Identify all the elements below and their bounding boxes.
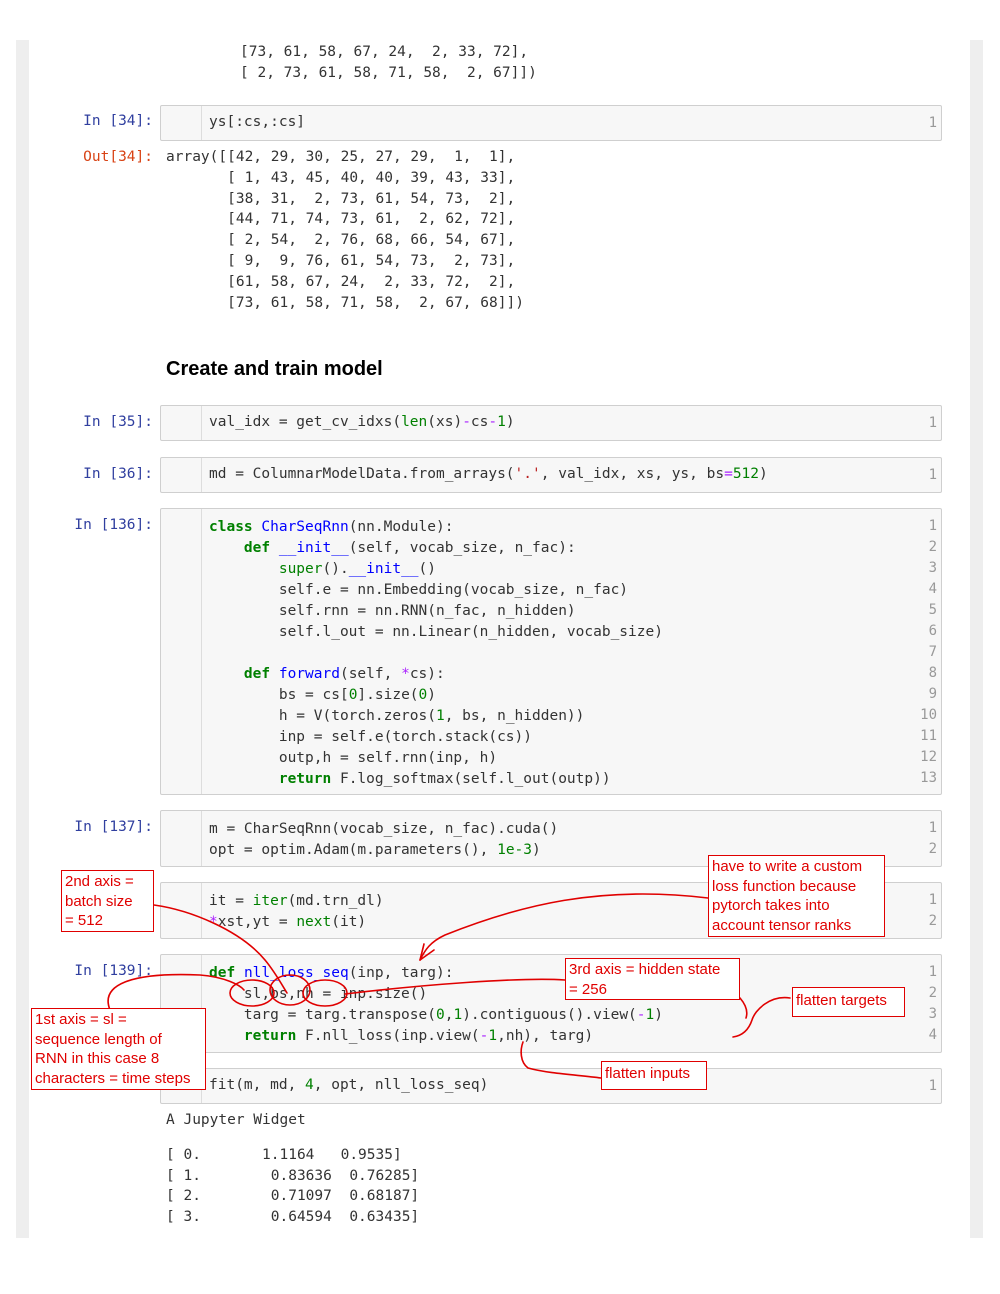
code-cell-34[interactable]: [160, 105, 942, 141]
line-number: 3: [928, 1006, 937, 1022]
cell-prompt: In [139]:: [74, 963, 153, 979]
line-number: 1: [928, 518, 937, 534]
output-line: [ 1. 0.83636 0.76285]: [166, 1167, 420, 1184]
annotation-line: = 256: [569, 980, 607, 998]
output-line: [ 9, 9, 76, 61, 54, 73, 2, 73],: [166, 252, 516, 269]
left-page-margin: [16, 40, 29, 1238]
annotation-second-axis: [61, 870, 154, 932]
line-number: 1: [928, 115, 937, 131]
code-line[interactable]: md = ColumnarModelData.from_arrays('.', val_idx, xs, ys, bs=512): [209, 466, 768, 482]
annotation-line: 2nd axis =: [65, 873, 134, 890]
line-gutter: [161, 458, 202, 492]
line-number: 2: [928, 985, 937, 1001]
annotation-line: RNN in this case 8: [35, 1050, 160, 1067]
line-number: 3: [928, 560, 937, 576]
code-cell-140[interactable]: [160, 1068, 942, 1104]
previous-output: [240, 42, 537, 84]
line-number: 2: [928, 539, 937, 555]
line-number: 8: [928, 665, 937, 681]
widget-label: A Jupyter Widget: [166, 1112, 306, 1128]
training-output: [166, 1145, 419, 1227]
annotation-custom-loss: [708, 855, 885, 937]
line-gutter: [161, 883, 202, 938]
line-gutter: [161, 811, 202, 866]
line-number: 1: [928, 820, 937, 836]
code-block[interactable]: it = iter(md.trn_dl) *xst,yt = next(it): [209, 893, 384, 930]
line-number: 13: [920, 770, 937, 786]
output-line: [ 0. 1.1164 0.9535]: [166, 1147, 402, 1163]
output-line: [38, 31, 2, 73, 61, 54, 73, 2],: [166, 190, 516, 207]
line-number: 6: [928, 623, 937, 639]
annotation-line: characters = time steps: [35, 1069, 191, 1087]
annotation-line: = 512: [65, 912, 103, 929]
line-number: 7: [928, 644, 937, 660]
code-line[interactable]: ys[:cs,:cs]: [209, 114, 306, 130]
code-block[interactable]: class CharSeqRnn(nn.Module): def __init__(self, vocab_size, n_fac): super().__init__() self.e = nn.Embedding(vocab_size, n_fac) self.rnn = nn.RNN(n_fac, n_hidden) self.l_out = nn.Linear(n_hidden, vocab_size) def forward(self, *cs): bs = cs[0].size(0) h = V(torch.zeros(1, bs, n_hidden)) inp = self.e(torch.stack(cs)) outp,h = self.rnn(inp, h) return F.log_softmax(self.l_out(outp)): [209, 519, 663, 787]
annotation-flatten-targets: flatten targets: [792, 987, 905, 1017]
line-number: 1: [928, 892, 937, 908]
section-heading: Create and train model: [166, 358, 383, 380]
output-line: [73, 61, 58, 71, 58, 2, 67, 68]]): [166, 294, 524, 311]
line-number: 10: [920, 707, 937, 723]
line-gutter: [161, 509, 202, 794]
line-number: 12: [920, 749, 937, 765]
line-number: 9: [928, 686, 937, 702]
cell-prompt: In [137]:: [74, 819, 153, 835]
line-number: 11: [920, 728, 937, 744]
annotation-line: 3rd axis = hidden state: [569, 961, 721, 978]
code-line[interactable]: fit(m, md, 4, opt, nll_loss_seq): [209, 1077, 489, 1093]
annotation-flatten-inputs: flatten inputs: [601, 1061, 707, 1090]
line-number: 4: [928, 1027, 937, 1043]
output-line: [61, 58, 67, 24, 2, 33, 72, 2],: [166, 273, 516, 290]
annotation-line: batch size: [65, 892, 133, 910]
annotation-first-axis: [31, 1008, 206, 1090]
code-block[interactable]: m = CharSeqRnn(vocab_size, n_fac).cuda() opt = optim.Adam(m.parameters(), 1e-3): [209, 821, 559, 858]
annotation-line: sequence length of: [35, 1030, 162, 1048]
output-line: [44, 71, 74, 73, 61, 2, 62, 72],: [166, 211, 516, 228]
line-number: 5: [928, 602, 937, 618]
line-number: 1: [928, 415, 937, 431]
line-number: 1: [928, 467, 937, 483]
code-line[interactable]: val_idx = get_cv_idxs(len(xs)-cs-1): [209, 414, 515, 430]
code-block[interactable]: def nll_loss_seq(inp, targ): sl,bs,nh = inp.size() targ = targ.transpose(0,1).contiguous().view(-1) return F.nll_loss(inp.view(-1,nh), targ): [209, 965, 663, 1044]
line-number: 1: [928, 964, 937, 980]
output-line: [ 3. 0.64594 0.63435]: [166, 1208, 420, 1225]
annotation-line: pytorch takes into: [712, 897, 830, 914]
annotation-line: have to write a custom: [712, 858, 863, 875]
line-gutter: [161, 406, 202, 440]
code-cell-136[interactable]: [160, 508, 942, 795]
output-line: [ 2, 73, 61, 58, 71, 58, 2, 67]]): [240, 64, 537, 81]
annotation-third-axis: [565, 958, 740, 1000]
cell-prompt: In [34]:: [83, 113, 153, 129]
line-number: 1: [928, 1078, 937, 1094]
output-line: array([[42, 29, 30, 25, 27, 29, 1, 1],: [166, 149, 516, 165]
code-cell-36[interactable]: [160, 457, 942, 493]
cell-prompt: In [35]:: [83, 414, 153, 430]
annotation-line: 1st axis = sl =: [35, 1011, 127, 1028]
output-prompt: Out[34]:: [83, 149, 153, 165]
output-line: [ 2, 54, 2, 76, 68, 66, 54, 67],: [166, 232, 516, 249]
right-page-margin: [970, 40, 983, 1238]
code-cell-35[interactable]: [160, 405, 942, 441]
output-line: [ 2. 0.71097 0.68187]: [166, 1188, 420, 1204]
annotation-line: account tensor ranks: [712, 916, 852, 934]
output-line: [73, 61, 58, 67, 24, 2, 33, 72],: [240, 44, 529, 60]
cell-output-34: [166, 147, 524, 313]
annotation-line: loss function because: [712, 877, 857, 895]
line-number: 4: [928, 581, 937, 597]
line-number: 2: [928, 841, 937, 857]
line-number: 2: [928, 913, 937, 929]
output-line: [ 1, 43, 45, 40, 40, 39, 43, 33],: [166, 169, 516, 186]
line-gutter: [161, 106, 202, 140]
cell-prompt: In [36]:: [83, 466, 153, 482]
cell-prompt: In [136]:: [74, 517, 153, 533]
